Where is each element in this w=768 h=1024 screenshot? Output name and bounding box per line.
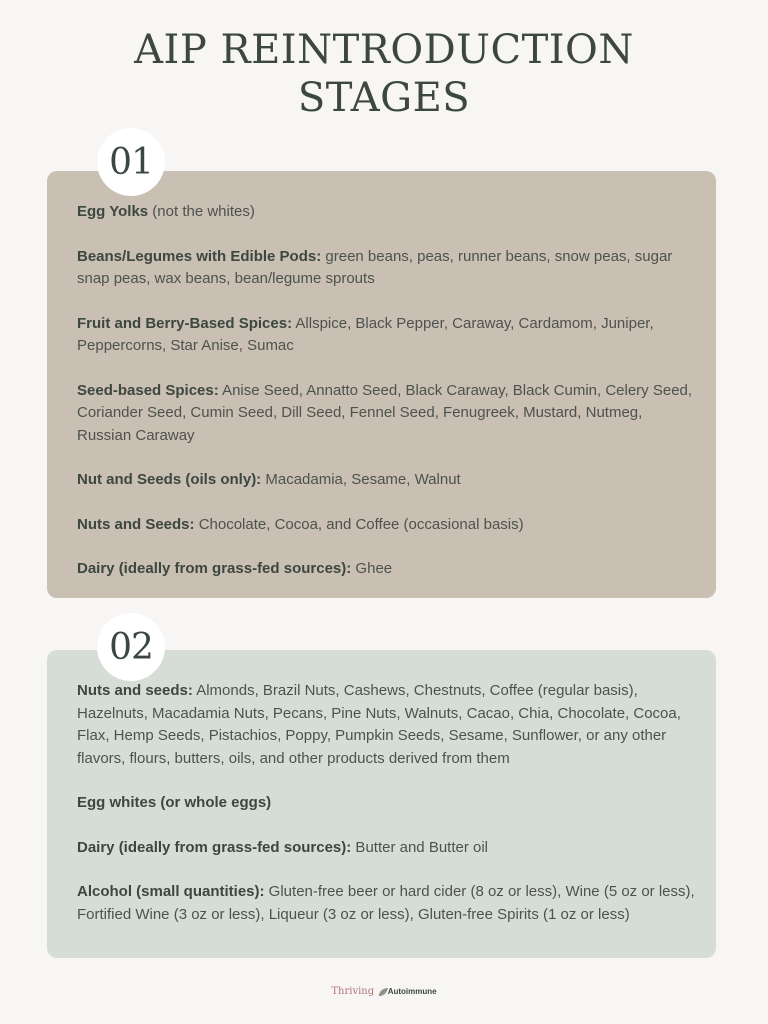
item-text: Chocolate, Cocoa, and Coffee (occasional basis)	[194, 515, 524, 533]
item-text: Butter and Butter oil	[351, 838, 489, 856]
stage-1-card	[47, 171, 716, 598]
stage-2-item	[77, 680, 698, 770]
stage-2-item	[77, 837, 698, 860]
stage-2-number-badge: 02	[97, 613, 165, 681]
brand-logo	[0, 986, 768, 997]
stage-1-item	[77, 380, 698, 448]
item-text: (not the whites)	[148, 203, 255, 220]
item-label: Nut and Seeds (oils only):	[77, 471, 262, 488]
item-label: Dairy (ideally from grass-fed sources):	[77, 838, 352, 856]
item-text: Macadamia, Sesame, Walnut	[261, 471, 461, 488]
item-text: Ghee	[351, 560, 393, 577]
stage-2-item	[77, 881, 698, 926]
item-text: Allspice, Black Pepper, Caraway, Cardamom, Juniper, Peppercorns, Star Anise, Sumac	[77, 314, 654, 354]
item-label: Alcohol (small quantities):	[77, 883, 265, 900]
item-text: Anise Seed, Annatto Seed, Black Caraway, Black Cumin, Celery Seed, Coriander Seed, Cumin Seed, Dill Seed, Fennel Seed, Fenugreek, Mustard, Nutmeg, Russian Caraway	[77, 381, 693, 444]
title-line-2: STAGES	[297, 75, 471, 121]
brand-name-part1: Thriving	[331, 986, 375, 997]
stage-1-item	[77, 201, 698, 224]
page-title	[0, 26, 768, 122]
stage-1-item	[77, 246, 698, 291]
brand-name-part2: Autoimmune	[387, 987, 437, 996]
stage-1-item	[77, 313, 698, 358]
item-label: Nuts and Seeds:	[77, 515, 195, 533]
item-label: Seed-based Spices:	[77, 381, 219, 399]
item-label: Egg Yolks	[77, 203, 149, 220]
stage-1-number-badge: 01	[97, 128, 165, 196]
item-label: Beans/Legumes with Edible Pods:	[77, 247, 322, 265]
stage-1-item	[77, 514, 698, 537]
item-text: Gluten-free beer or hard cider (8 oz or less), Wine (5 oz or less), Fortified Wine (3 oz or less), Liqueur (3 oz or less), Gluten-free Spirits (1 oz or less)	[77, 883, 695, 923]
item-label: Egg whites (or whole eggs)	[77, 794, 272, 811]
stage-2-item	[77, 792, 698, 815]
item-text: green beans, peas, runner beans, snow peas, sugar snap peas, wax beans, bean/legume sprouts	[77, 247, 673, 287]
stage-1-item	[77, 558, 698, 581]
item-label: Nuts and seeds:	[77, 682, 193, 699]
stage-1-item	[77, 469, 698, 492]
stage-2-card	[47, 650, 716, 958]
title-line-1: AIP REINTRODUCTION	[134, 27, 634, 73]
item-label: Fruit and Berry-Based Spices:	[77, 314, 293, 332]
item-text: Almonds, Brazil Nuts, Cashews, Chestnuts, Coffee (regular basis), Hazelnuts, Macadamia Nuts, Pecans, Pine Nuts, Walnuts, Cacao, Chia, Chocolate, Cocoa, Flax, Hemp Seeds, Pistachios, Poppy, Pumpkin Seeds, Sesame, Sunflower, or any other flavors, flours, butters, oils, and other products derived from them	[77, 682, 681, 767]
item-label: Dairy (ideally from grass-fed sources):	[77, 560, 352, 577]
